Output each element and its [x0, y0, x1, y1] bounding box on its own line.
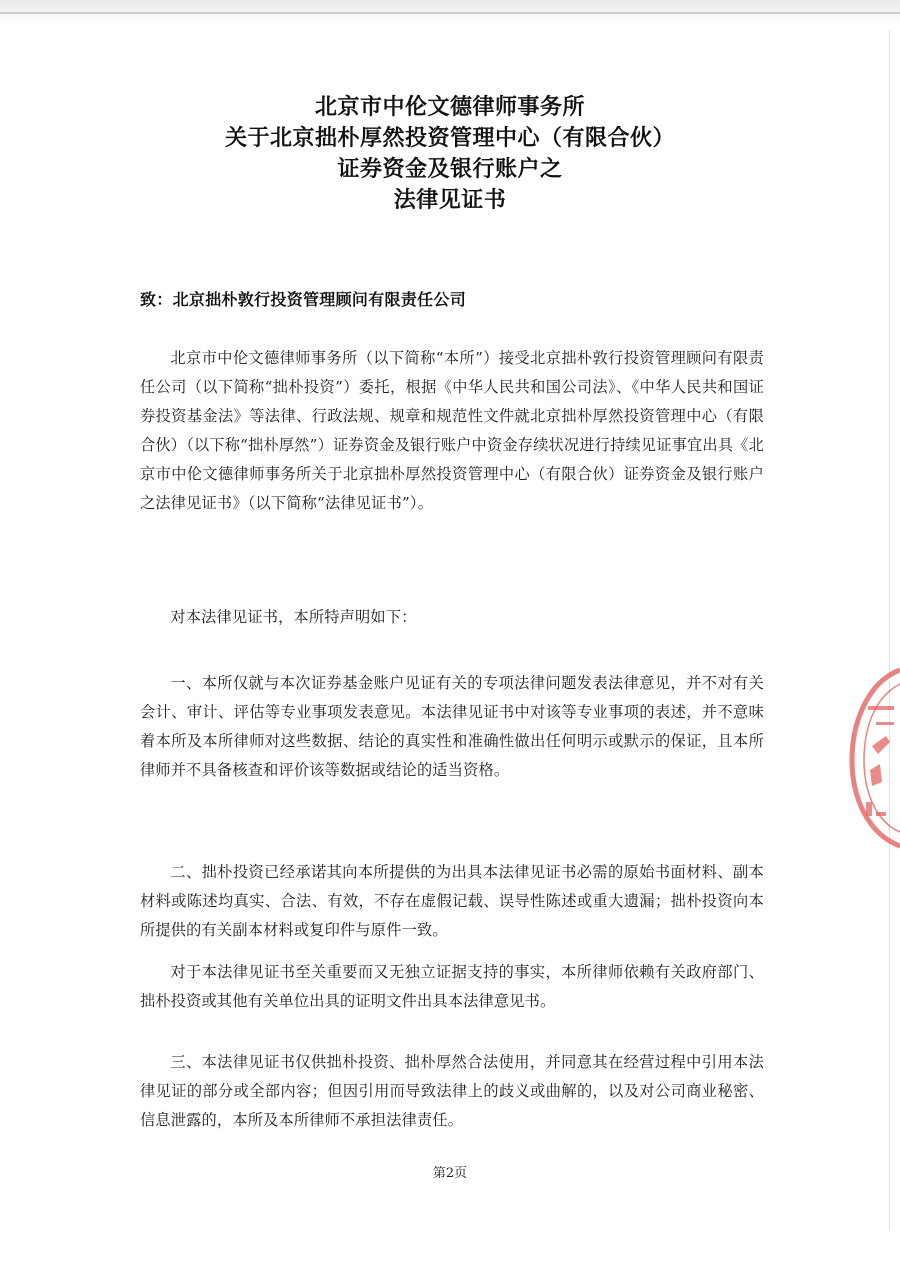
title-line-1: 北京市中伦文德律师事务所 [314, 94, 585, 120]
partial-seal-stamp [846, 662, 900, 852]
paragraph-clause-1: 一、本所仅就与本次证券基金账户见证有关的专项法律问题发表法律意见，并不对有关会计、审计、评估等专业事项发表意见。本法律见证书中对该等专业事项的表述，并不意味着本所及本所律师对这些数据、结论的真实性和准确性做出任何明示或默示的保证，且本所律师并不具备核查和评价该等数据或结论的适当资格。 [140, 674, 764, 779]
seal-stamp-icon [846, 662, 900, 852]
addressee: 致：北京拙朴敦行投资管理顾问有限责任公司 [140, 290, 467, 309]
paragraph-clause-3: 三、本法律见证书仅供拙朴投资、拙朴厚然合法使用，并同意其在经营过程中引用本法律见证的部分或全部内容；但因引用而导致法律上的歧义或曲解的，以及对公司商业秘密、信息泄露的，本所及本所律师不承担法律责任。 [140, 1053, 764, 1129]
paragraph-declaration-lead: 对本法律见证书，本所特声明如下： [170, 608, 417, 626]
paragraph-intro: 北京市中伦文德律师事务所（以下简称“本所”）接受北京拙朴敦行投资管理顾问有限责任公司（以下简称“拙朴投资”）委托，根据《中华人民共和国公司法》、《中华人民共和国证券投资基金法》等法律、行政法规、规章和规范性文件就北京拙朴厚然投资管理中心（有限合伙）（以下称“拙朴厚然”）证券资金及银行账户中资金存续状况进行持续见证事宜出具《北京市中伦文德律师事务所关于北京拙朴厚然投资管理中心（有限合伙）证券资金及银行账户之法律见证书》（以下简称“法律见证书”）。 [140, 349, 764, 512]
document-title [0, 92, 900, 216]
scan-top-line [0, 12, 900, 14]
page-number: 第2页 [432, 1166, 468, 1181]
title-line-4: 法律见证书 [393, 187, 507, 213]
paragraph-clause-2-continued: 对于本法律见证书至关重要而又无独立证据支持的事实，本所律师依赖有关政府部门、拙朴投资或其他有关单位出具的证明文件出具本法律意见书。 [140, 963, 764, 1010]
scan-top-edge [0, 0, 900, 26]
title-line-2: 关于北京拙朴厚然投资管理中心（有限合伙） [224, 125, 675, 151]
title-line-3: 证券资金及银行账户之 [337, 156, 563, 182]
paragraph-clause-2: 二、拙朴投资已经承诺其向本所提供的为出具本法律见证书必需的原始书面材料、副本材料或陈述均真实、合法、有效，不存在虚假记载、误导性陈述或重大遗漏；拙朴投资向本所提供的有关副本材料或复印件与原件一致。 [140, 863, 764, 939]
